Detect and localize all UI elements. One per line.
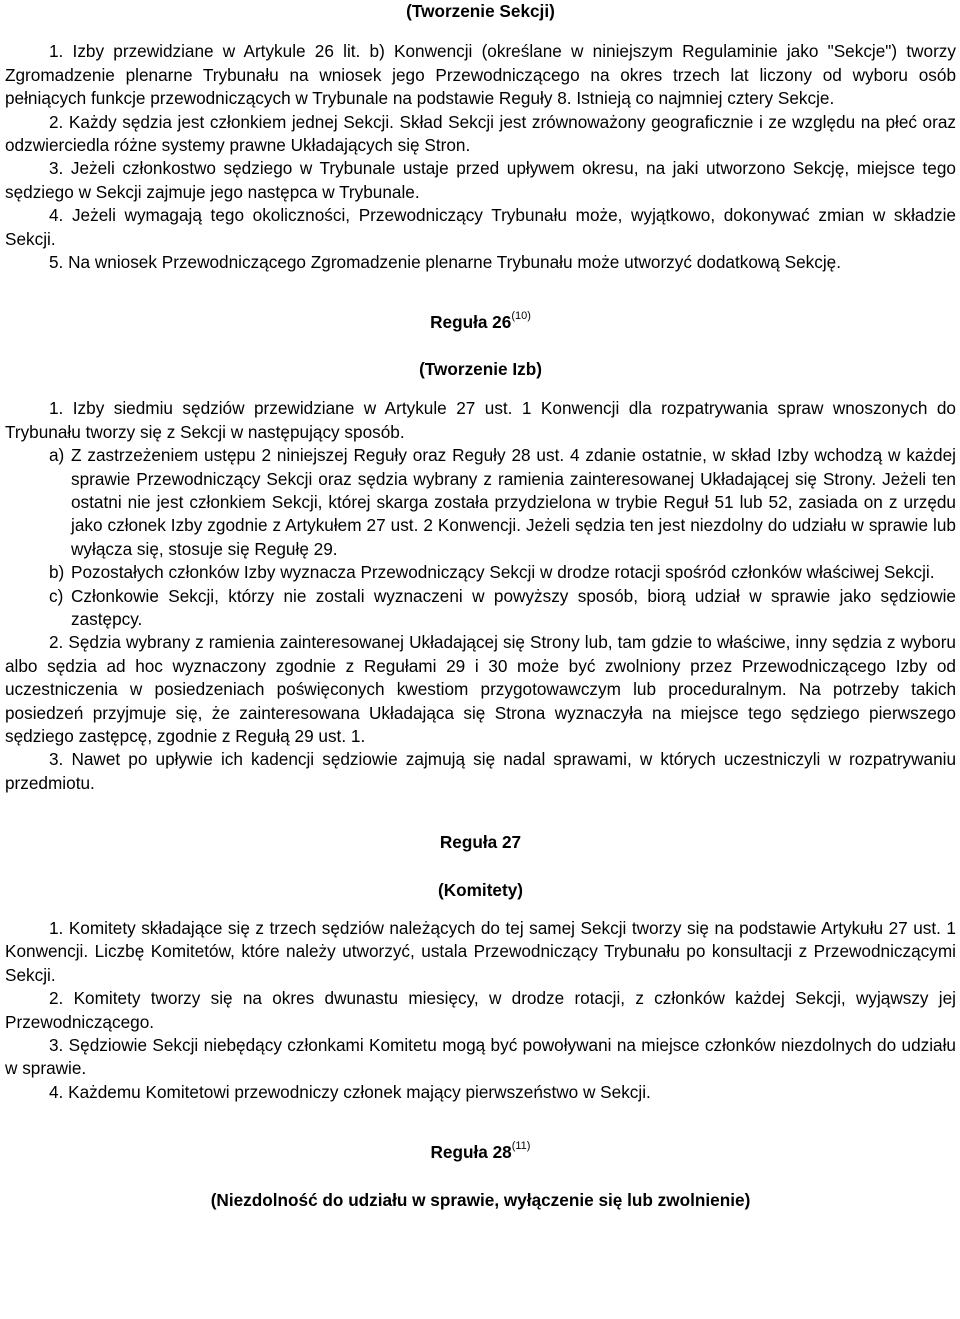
section-paragraphs [5,40,956,274]
rule-27-paragraph-4: 4. Każdemu Komitetowi przewodniczy członek mający pierwszeństwo w Sekcji. [49,1081,651,1102]
rule-26-paragraph-1: 1. Izby siedmiu sędziów przewidziane w Artykule 27 ust. 1 Konwencji dla rozpatrywania spraw wnoszonych do Trybunału tworzy się z Sekcji w następujący sposób. [5,398,956,442]
rule-26-label: Reguła 26 [430,312,512,333]
rule-27-title: (Komitety) [438,879,523,900]
paragraph-2: 2. Każdy sędzia jest członkiem jednej Sekcji. Skład Sekcji jest zrównoważony geograficznie i ze względu na płeć oraz odzwierciedla różne systemy prawne Układających się Stron. [5,111,956,156]
item-text: Członkowie Sekcji, którzy nie zostali wyznaczeni w powyższy sposób, biorą udział w sprawie jako sędziowie zastępcy. [71,585,956,629]
item-marker: b) [49,562,65,583]
rule-26-paragraph-3: 3. Nawet po upływie ich kadencji sędziowie zajmują się nadal sprawami, w których uczestniczyli w rozpatrywaniu przedmiotu. [5,749,956,793]
rule-27-heading: Reguła 27 [439,832,522,853]
rule-27-paragraph-3: 3. Sędziowie Sekcji niebędący członkami Komitetu mogą być powoływani na miejsce członków niezdolnych do udziału w sprawie. [5,1035,956,1079]
rule-28-heading [5,1141,956,1164]
rule-26-item-a [5,444,956,561]
paragraph-5: 5. Na wniosek Przewodniczącego Zgromadzenie plenarne Trybunału może utworzyć dodatkową Sekcję. [49,252,841,273]
item-text: Z zastrzeżeniem ustępu 2 niniejszej Reguły oraz Reguły 28 ust. 4 zdanie ostatnie, w skład Izby wchodzą w każdej sprawie Przewodniczący Sekcji oraz sędzia wybrany z ramienia zainteresowanej Układającej się Strony. Jeżeli ten ostatni nie jest członkiem Sekcji, której skarga została przydzielona w trybie Reguł 51 lub 52, zasiada on z urzędu jako członek Izby zgodnie z Artykułem 27 ust. 2 Konwencji. Jeżeli sędzia ten jest niezdolny do udziału w sprawie lub wyłącza się, stosuje się Regułę 29. [71,445,956,559]
rule-26-title: (Tworzenie Izb) [419,358,542,379]
rule-27-paragraph-2: 2. Komitety tworzy się na okres dwunastu miesięcy, w drodze rotacji, z członków każdej Sekcji, wyjąwszy jej Przewodniczącego. [5,988,956,1032]
rule-27-body [5,917,956,1104]
rule-26-heading [5,311,956,334]
rule-26-paragraph-2: 2. Sędzia wybrany z ramienia zainteresowanej Układającej się Strony lub, tam gdzie to właściwe, inny sędzia z wyboru albo sędzia ad hoc wyznaczony zgodnie z Regułami 29 i 30 może być zwolniony przez Przewodniczącego Izby od uczestniczenia w posiedzeniach poświęconych kwestiom przygotowawczym lub proceduralnym. Na potrzeby takich posiedzeń przyjmuje się, że zainteresowana Układająca się Strona wyznaczyła na miejsce tego sędziego pierwszego sędziego zastępcę, zgodnie z Regułą 29 ust. 1. [5,632,956,746]
section-title: (Tworzenie Sekcji) [406,1,555,21]
item-marker: c) [49,585,64,606]
rule-28-title: (Niezdolność do udziału w sprawie, wyłączenie się lub zwolnienie) [210,1189,751,1210]
paragraph-3: 3. Jeżeli członkostwo sędziego w Trybunale ustaje przed upływem okresu, na jaki utworzono Sekcję, miejsce tego sędziego w Sekcji zajmuje jego następca w Trybunale. [5,158,956,202]
item-marker: a) [49,445,65,466]
rule-28-footnote: (11) [511,1139,531,1152]
paragraph-1: 1. Izby przewidziane w Artykule 26 lit. b) Konwencji (określane w niniejszym Regulaminie jako "Sekcje") tworzy Zgromadzenie plenarne Trybunału na wniosek jego Przewodniczącego na okres trzech lat liczony od wyboru osób pełniących funkcje przewodniczących w Trybunale na podstawie Reguły 8. Istnieją co najmniej cztery Sekcje. [5,41,956,109]
paragraph-4: 4. Jeżeli wymagają tego okoliczności, Przewodniczący Trybunału może, wyjątkowo, dokonywać zmian w składzie Sekcji. [5,205,956,249]
rule-27-paragraph-1: 1. Komitety składające się z trzech sędziów należących do tej samej Sekcji tworzy się na podstawie Artykułu 27 ust. 1 Konwencji. Liczbę Komitetów, które należy utworzyć, ustala Przewodniczący Trybunału po konsultacji z Przewodniczącymi Sekcji. [5,918,956,985]
item-text: Pozostałych członków Izby wyznacza Przewodniczący Sekcji w drodze rotacji spośród członków właściwej Sekcji. [71,562,935,583]
rule-26-item-c [5,585,956,632]
rule-26-footnote: (10) [511,309,531,322]
rule-26-body [5,397,956,795]
rule-26-item-b [5,561,956,584]
rule-28-label: Reguła 28 [430,1142,512,1163]
